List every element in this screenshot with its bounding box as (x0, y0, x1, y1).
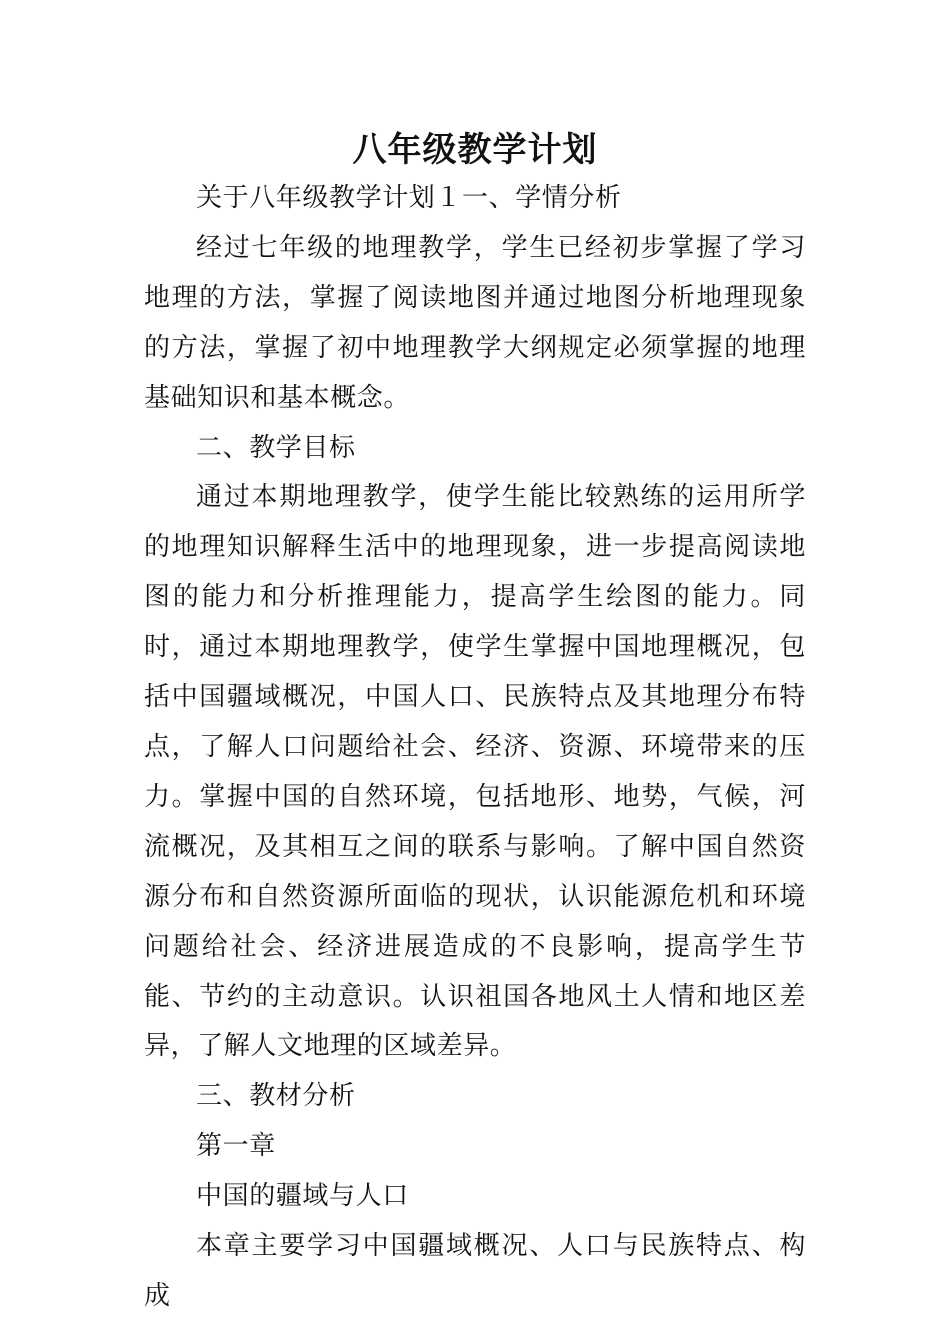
chapter-title: 中国的疆域与人口 (196, 1181, 409, 1212)
section-heading-textbook-analysis: 三、教材分析 (196, 1081, 356, 1112)
paragraph-learning-analysis: 经过七年级的地理教学，学生已经初步掌握了学习地理的方法，掌握了阅读地图并通过地图分析地理现象的方法，掌握了初中地理教学大纲规定必须掌握的地理基础知识和基本概念。 (144, 232, 806, 413)
paragraph-teaching-goals: 通过本期地理教学，使学生能比较熟练的运用所学的地理知识解释生活中的地理现象，进一步提高阅读地图的能力和分析推理能力，提高学生绘图的能力。同时，通过本期地理教学，使学生掌握中国地理概况，包括中国疆域概况，中国人口、民族特点及其地理分布特点，了解人口问题给社会、经济、资源、环境带来的压力。掌握中国的自然环境，包括地形、地势，气候，河流概况，及其相互之间的联系与影响。了解中国自然资源分布和自然资源所面临的现状，认识能源危机和环境问题给社会、经济进展造成的不良影响，提高学生节能、节约的主动意识。认识祖国各地风土人情和地区差异，了解人文地理的区域差异。 (144, 482, 806, 1062)
chapter-heading: 第一章 (196, 1131, 276, 1162)
document-body (144, 174, 806, 1322)
paragraph-intro-heading: 关于八年级教学计划１一、学情分析 (196, 183, 622, 213)
document-title: 八年级教学计划 (352, 130, 598, 170)
paragraph-chapter-summary: 本章主要学习中国疆域概况、人口与民族特点、构成 (144, 1231, 806, 1311)
section-heading-teaching-goals: 二、教学目标 (196, 432, 356, 463)
